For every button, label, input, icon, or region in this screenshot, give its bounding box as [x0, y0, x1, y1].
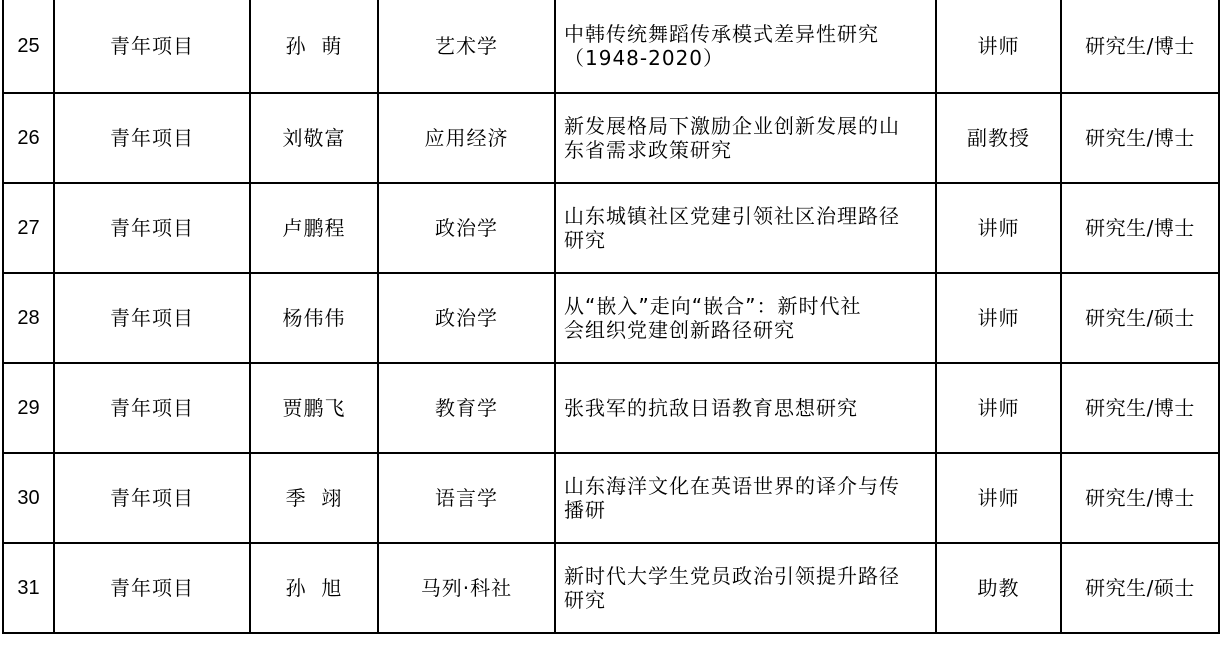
- discipline: 教育学: [378, 363, 555, 453]
- person-name: 贾鹏飞: [250, 363, 378, 453]
- project-title-line: 山东海洋文化在英语世界的译介与传: [564, 474, 900, 498]
- discipline: 政治学: [378, 273, 555, 363]
- project-title-line: 研究: [564, 588, 606, 612]
- person-name: 刘敬富: [250, 93, 378, 183]
- education-degree: 研究生/博士: [1061, 93, 1219, 183]
- project-title-line: 张我军的抗敌日语教育思想研究: [564, 396, 858, 420]
- row-number: 28: [3, 273, 54, 363]
- job-title: 讲师: [936, 453, 1061, 543]
- table-row: [3, 0, 1219, 93]
- project-type: 青年项目: [54, 93, 250, 183]
- person-name: 杨伟伟: [250, 273, 378, 363]
- row-number: 26: [3, 93, 54, 183]
- discipline: 政治学: [378, 183, 555, 273]
- table-row: [3, 453, 1219, 543]
- job-title: 讲师: [936, 0, 1061, 93]
- person-name: 孙 萌: [250, 0, 378, 93]
- table-row: [3, 543, 1219, 633]
- person-name: 孙 旭: [250, 543, 378, 633]
- table-row: [3, 93, 1219, 183]
- project-title: [555, 273, 936, 363]
- table-row: [3, 273, 1219, 363]
- project-title-line: 东省需求政策研究: [564, 138, 732, 162]
- project-title: [555, 93, 936, 183]
- row-number: 31: [3, 543, 54, 633]
- job-title: 讲师: [936, 363, 1061, 453]
- job-title: 副教授: [936, 93, 1061, 183]
- project-type: 青年项目: [54, 543, 250, 633]
- row-number: 27: [3, 183, 54, 273]
- row-number: 30: [3, 453, 54, 543]
- project-title-line: 山东城镇社区党建引领社区治理路径: [564, 204, 900, 228]
- discipline: 艺术学: [378, 0, 555, 93]
- discipline: 马列·科社: [378, 543, 555, 633]
- education-degree: 研究生/博士: [1061, 0, 1219, 93]
- education-degree: 研究生/硕士: [1061, 543, 1219, 633]
- project-title: [555, 543, 936, 633]
- project-title-line: 会组织党建创新路径研究: [564, 318, 795, 342]
- project-title-line: 中韩传统舞蹈传承模式差异性研究: [564, 22, 879, 46]
- project-title-line: （1948-2020）: [564, 46, 725, 70]
- discipline: 语言学: [378, 453, 555, 543]
- project-type: 青年项目: [54, 273, 250, 363]
- job-title: 讲师: [936, 183, 1061, 273]
- project-type: 青年项目: [54, 363, 250, 453]
- table-row: [3, 363, 1219, 453]
- job-title: 讲师: [936, 273, 1061, 363]
- table-row: [3, 183, 1219, 273]
- education-degree: 研究生/硕士: [1061, 273, 1219, 363]
- row-number: 25: [3, 0, 54, 93]
- row-number: 29: [3, 363, 54, 453]
- project-type: 青年项目: [54, 183, 250, 273]
- project-title-line: 新发展格局下激励企业创新发展的山: [564, 114, 900, 138]
- person-name: 季 翊: [250, 453, 378, 543]
- project-title: [555, 183, 936, 273]
- education-degree: 研究生/博士: [1061, 453, 1219, 543]
- table-body: [3, 0, 1219, 633]
- project-title: [555, 363, 936, 453]
- education-degree: 研究生/博士: [1061, 363, 1219, 453]
- project-title-line: 研究: [564, 228, 606, 252]
- project-title-line: 从“嵌入”走向“嵌合”：新时代社: [564, 294, 862, 318]
- discipline: 应用经济: [378, 93, 555, 183]
- project-type: 青年项目: [54, 0, 250, 93]
- project-title-line: 新时代大学生党员政治引领提升路径: [564, 564, 900, 588]
- project-title: [555, 453, 936, 543]
- project-type: 青年项目: [54, 453, 250, 543]
- project-title: [555, 0, 936, 93]
- education-degree: 研究生/博士: [1061, 183, 1219, 273]
- project-table: [2, 0, 1220, 634]
- project-title-line: 播研: [564, 498, 606, 522]
- person-name: 卢鹏程: [250, 183, 378, 273]
- job-title: 助教: [936, 543, 1061, 633]
